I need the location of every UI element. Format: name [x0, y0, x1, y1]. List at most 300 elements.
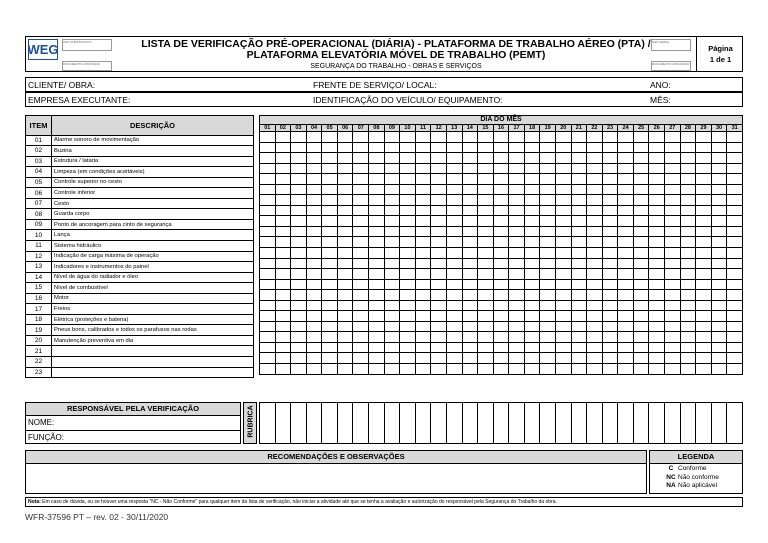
check-cell[interactable]: [540, 153, 556, 164]
check-cell[interactable]: [306, 290, 322, 301]
check-cell[interactable]: [711, 153, 727, 164]
check-cell[interactable]: [711, 163, 727, 174]
check-cell[interactable]: [711, 342, 727, 353]
check-cell[interactable]: [478, 342, 494, 353]
check-cell[interactable]: [649, 226, 665, 237]
check-cell[interactable]: [696, 153, 712, 164]
check-cell[interactable]: [618, 205, 634, 216]
check-cell[interactable]: [462, 342, 478, 353]
check-cell[interactable]: [369, 248, 385, 259]
check-cell[interactable]: [275, 205, 291, 216]
check-cell[interactable]: [369, 195, 385, 206]
check-cell[interactable]: [633, 237, 649, 248]
check-cell[interactable]: [478, 269, 494, 280]
check-cell[interactable]: [275, 353, 291, 364]
check-cell[interactable]: [369, 300, 385, 311]
check-cell[interactable]: [540, 290, 556, 301]
check-cell[interactable]: [478, 300, 494, 311]
check-cell[interactable]: [602, 332, 618, 343]
check-cell[interactable]: [680, 153, 696, 164]
rubrica-cell[interactable]: [571, 403, 587, 444]
check-cell[interactable]: [369, 342, 385, 353]
check-cell[interactable]: [649, 364, 665, 375]
check-cell[interactable]: [540, 311, 556, 322]
check-cell[interactable]: [587, 153, 603, 164]
check-cell[interactable]: [665, 132, 681, 143]
check-cell[interactable]: [727, 153, 743, 164]
check-cell[interactable]: [369, 163, 385, 174]
check-cell[interactable]: [540, 237, 556, 248]
check-cell[interactable]: [275, 248, 291, 259]
check-cell[interactable]: [509, 279, 525, 290]
check-cell[interactable]: [711, 258, 727, 269]
check-cell[interactable]: [431, 248, 447, 259]
check-cell[interactable]: [587, 184, 603, 195]
check-cell[interactable]: [400, 153, 416, 164]
check-cell[interactable]: [478, 364, 494, 375]
check-cell[interactable]: [649, 205, 665, 216]
check-cell[interactable]: [524, 364, 540, 375]
check-cell[interactable]: [555, 226, 571, 237]
check-cell[interactable]: [415, 300, 431, 311]
check-cell[interactable]: [602, 226, 618, 237]
rubrica-cell[interactable]: [509, 403, 525, 444]
check-cell[interactable]: [260, 237, 276, 248]
rubrica-cell[interactable]: [633, 403, 649, 444]
check-cell[interactable]: [322, 279, 338, 290]
check-cell[interactable]: [571, 290, 587, 301]
check-cell[interactable]: [665, 258, 681, 269]
check-cell[interactable]: [431, 353, 447, 364]
check-cell[interactable]: [431, 132, 447, 143]
check-cell[interactable]: [524, 342, 540, 353]
check-cell[interactable]: [540, 195, 556, 206]
check-cell[interactable]: [462, 205, 478, 216]
check-cell[interactable]: [509, 226, 525, 237]
check-cell[interactable]: [431, 195, 447, 206]
check-cell[interactable]: [711, 237, 727, 248]
check-cell[interactable]: [665, 290, 681, 301]
check-cell[interactable]: [353, 142, 369, 153]
check-cell[interactable]: [337, 269, 353, 280]
check-cell[interactable]: [524, 311, 540, 322]
check-cell[interactable]: [509, 364, 525, 375]
check-cell[interactable]: [275, 269, 291, 280]
check-cell[interactable]: [618, 195, 634, 206]
check-cell[interactable]: [587, 132, 603, 143]
check-cell[interactable]: [665, 184, 681, 195]
check-cell[interactable]: [711, 311, 727, 322]
check-cell[interactable]: [369, 279, 385, 290]
check-cell[interactable]: [633, 142, 649, 153]
check-cell[interactable]: [696, 237, 712, 248]
check-cell[interactable]: [618, 311, 634, 322]
check-cell[interactable]: [431, 237, 447, 248]
check-cell[interactable]: [431, 142, 447, 153]
check-cell[interactable]: [446, 321, 462, 332]
check-cell[interactable]: [260, 153, 276, 164]
check-cell[interactable]: [431, 216, 447, 227]
check-cell[interactable]: [431, 290, 447, 301]
check-cell[interactable]: [665, 300, 681, 311]
check-cell[interactable]: [291, 205, 307, 216]
check-cell[interactable]: [431, 364, 447, 375]
check-cell[interactable]: [353, 216, 369, 227]
check-cell[interactable]: [446, 174, 462, 185]
check-cell[interactable]: [633, 269, 649, 280]
check-cell[interactable]: [711, 216, 727, 227]
check-cell[interactable]: [493, 311, 509, 322]
check-cell[interactable]: [431, 332, 447, 343]
check-cell[interactable]: [306, 342, 322, 353]
check-cell[interactable]: [353, 342, 369, 353]
check-cell[interactable]: [696, 353, 712, 364]
check-cell[interactable]: [571, 205, 587, 216]
check-cell[interactable]: [618, 163, 634, 174]
check-cell[interactable]: [618, 364, 634, 375]
check-cell[interactable]: [587, 353, 603, 364]
check-cell[interactable]: [384, 321, 400, 332]
check-cell[interactable]: [618, 279, 634, 290]
check-cell[interactable]: [462, 153, 478, 164]
check-cell[interactable]: [649, 269, 665, 280]
check-cell[interactable]: [260, 142, 276, 153]
check-cell[interactable]: [400, 142, 416, 153]
check-cell[interactable]: [415, 153, 431, 164]
check-cell[interactable]: [571, 132, 587, 143]
recomendacoes-area[interactable]: [26, 464, 646, 494]
check-cell[interactable]: [384, 132, 400, 143]
check-cell[interactable]: [493, 279, 509, 290]
check-cell[interactable]: [337, 353, 353, 364]
check-cell[interactable]: [306, 142, 322, 153]
check-cell[interactable]: [462, 184, 478, 195]
check-cell[interactable]: [696, 300, 712, 311]
check-cell[interactable]: [275, 237, 291, 248]
check-cell[interactable]: [493, 353, 509, 364]
check-cell[interactable]: [587, 195, 603, 206]
check-cell[interactable]: [587, 332, 603, 343]
check-cell[interactable]: [649, 237, 665, 248]
check-cell[interactable]: [415, 142, 431, 153]
check-cell[interactable]: [384, 226, 400, 237]
check-cell[interactable]: [649, 142, 665, 153]
check-cell[interactable]: [446, 195, 462, 206]
check-cell[interactable]: [711, 195, 727, 206]
check-cell[interactable]: [415, 205, 431, 216]
check-cell[interactable]: [337, 258, 353, 269]
check-cell[interactable]: [618, 226, 634, 237]
check-cell[interactable]: [665, 311, 681, 322]
check-cell[interactable]: [337, 216, 353, 227]
check-cell[interactable]: [400, 163, 416, 174]
check-cell[interactable]: [727, 174, 743, 185]
check-cell[interactable]: [400, 248, 416, 259]
check-cell[interactable]: [618, 321, 634, 332]
check-cell[interactable]: [555, 195, 571, 206]
check-cell[interactable]: [555, 279, 571, 290]
check-cell[interactable]: [260, 300, 276, 311]
check-cell[interactable]: [415, 258, 431, 269]
check-cell[interactable]: [462, 300, 478, 311]
check-cell[interactable]: [260, 311, 276, 322]
check-cell[interactable]: [446, 300, 462, 311]
check-cell[interactable]: [618, 342, 634, 353]
nome-field[interactable]: NOME:: [26, 416, 240, 431]
check-cell[interactable]: [555, 332, 571, 343]
check-cell[interactable]: [260, 248, 276, 259]
check-cell[interactable]: [602, 311, 618, 322]
check-cell[interactable]: [400, 269, 416, 280]
check-cell[interactable]: [711, 205, 727, 216]
check-cell[interactable]: [291, 300, 307, 311]
check-cell[interactable]: [353, 279, 369, 290]
check-cell[interactable]: [384, 353, 400, 364]
check-cell[interactable]: [524, 163, 540, 174]
check-cell[interactable]: [602, 237, 618, 248]
check-cell[interactable]: [415, 364, 431, 375]
check-cell[interactable]: [478, 353, 494, 364]
check-cell[interactable]: [493, 216, 509, 227]
check-cell[interactable]: [509, 353, 525, 364]
check-cell[interactable]: [618, 132, 634, 143]
check-cell[interactable]: [275, 216, 291, 227]
cliente-field[interactable]: CLIENTE/ OBRA:: [28, 80, 96, 90]
check-cell[interactable]: [618, 184, 634, 195]
check-cell[interactable]: [478, 216, 494, 227]
check-cell[interactable]: [524, 226, 540, 237]
check-cell[interactable]: [446, 132, 462, 143]
check-cell[interactable]: [509, 300, 525, 311]
rubrica-cell[interactable]: [478, 403, 494, 444]
check-cell[interactable]: [306, 153, 322, 164]
check-cell[interactable]: [633, 342, 649, 353]
check-cell[interactable]: [462, 279, 478, 290]
check-cell[interactable]: [322, 290, 338, 301]
check-cell[interactable]: [649, 248, 665, 259]
check-cell[interactable]: [571, 237, 587, 248]
check-cell[interactable]: [649, 332, 665, 343]
check-cell[interactable]: [431, 174, 447, 185]
check-cell[interactable]: [446, 205, 462, 216]
check-cell[interactable]: [446, 311, 462, 322]
check-cell[interactable]: [384, 174, 400, 185]
check-cell[interactable]: [509, 269, 525, 280]
check-cell[interactable]: [711, 290, 727, 301]
check-cell[interactable]: [462, 332, 478, 343]
rubrica-cell[interactable]: [727, 403, 743, 444]
check-cell[interactable]: [369, 153, 385, 164]
check-cell[interactable]: [337, 174, 353, 185]
check-cell[interactable]: [555, 237, 571, 248]
check-cell[interactable]: [524, 248, 540, 259]
check-cell[interactable]: [353, 195, 369, 206]
check-cell[interactable]: [306, 353, 322, 364]
check-cell[interactable]: [602, 163, 618, 174]
check-cell[interactable]: [337, 321, 353, 332]
check-cell[interactable]: [727, 300, 743, 311]
rubrica-cell[interactable]: [524, 403, 540, 444]
check-cell[interactable]: [493, 290, 509, 301]
check-cell[interactable]: [571, 332, 587, 343]
check-cell[interactable]: [291, 237, 307, 248]
check-cell[interactable]: [322, 163, 338, 174]
check-cell[interactable]: [353, 290, 369, 301]
check-cell[interactable]: [587, 311, 603, 322]
check-cell[interactable]: [618, 153, 634, 164]
check-cell[interactable]: [680, 300, 696, 311]
check-cell[interactable]: [680, 321, 696, 332]
check-cell[interactable]: [680, 269, 696, 280]
check-cell[interactable]: [260, 258, 276, 269]
check-cell[interactable]: [680, 342, 696, 353]
check-cell[interactable]: [711, 184, 727, 195]
check-cell[interactable]: [665, 163, 681, 174]
check-cell[interactable]: [400, 279, 416, 290]
check-cell[interactable]: [306, 174, 322, 185]
check-cell[interactable]: [291, 195, 307, 206]
check-cell[interactable]: [478, 184, 494, 195]
check-cell[interactable]: [415, 226, 431, 237]
check-cell[interactable]: [602, 364, 618, 375]
check-cell[interactable]: [680, 290, 696, 301]
check-cell[interactable]: [260, 132, 276, 143]
check-cell[interactable]: [384, 311, 400, 322]
check-cell[interactable]: [275, 321, 291, 332]
check-cell[interactable]: [696, 248, 712, 259]
check-cell[interactable]: [353, 364, 369, 375]
check-cell[interactable]: [337, 237, 353, 248]
check-cell[interactable]: [571, 300, 587, 311]
check-cell[interactable]: [446, 184, 462, 195]
rubrica-cell[interactable]: [384, 403, 400, 444]
check-cell[interactable]: [306, 258, 322, 269]
check-cell[interactable]: [260, 184, 276, 195]
check-cell[interactable]: [306, 132, 322, 143]
check-cell[interactable]: [587, 237, 603, 248]
check-cell[interactable]: [275, 184, 291, 195]
check-cell[interactable]: [633, 300, 649, 311]
check-cell[interactable]: [446, 163, 462, 174]
check-cell[interactable]: [291, 279, 307, 290]
check-cell[interactable]: [602, 174, 618, 185]
check-cell[interactable]: [384, 216, 400, 227]
check-cell[interactable]: [431, 269, 447, 280]
check-cell[interactable]: [571, 195, 587, 206]
check-cell[interactable]: [602, 300, 618, 311]
check-cell[interactable]: [462, 226, 478, 237]
check-cell[interactable]: [478, 311, 494, 322]
check-cell[interactable]: [275, 311, 291, 322]
check-cell[interactable]: [369, 364, 385, 375]
check-cell[interactable]: [696, 290, 712, 301]
check-cell[interactable]: [291, 258, 307, 269]
check-cell[interactable]: [478, 153, 494, 164]
check-cell[interactable]: [540, 174, 556, 185]
check-cell[interactable]: [400, 332, 416, 343]
check-cell[interactable]: [275, 174, 291, 185]
check-cell[interactable]: [446, 226, 462, 237]
check-cell[interactable]: [462, 174, 478, 185]
check-cell[interactable]: [649, 353, 665, 364]
check-cell[interactable]: [602, 184, 618, 195]
check-cell[interactable]: [555, 205, 571, 216]
check-cell[interactable]: [493, 258, 509, 269]
check-cell[interactable]: [602, 195, 618, 206]
check-cell[interactable]: [493, 226, 509, 237]
check-cell[interactable]: [462, 163, 478, 174]
check-cell[interactable]: [291, 142, 307, 153]
check-cell[interactable]: [649, 258, 665, 269]
check-cell[interactable]: [555, 311, 571, 322]
check-cell[interactable]: [400, 132, 416, 143]
check-cell[interactable]: [493, 237, 509, 248]
check-cell[interactable]: [306, 279, 322, 290]
check-cell[interactable]: [727, 321, 743, 332]
check-cell[interactable]: [711, 353, 727, 364]
check-cell[interactable]: [727, 364, 743, 375]
rubrica-cell[interactable]: [493, 403, 509, 444]
check-cell[interactable]: [400, 226, 416, 237]
check-cell[interactable]: [618, 290, 634, 301]
check-cell[interactable]: [540, 216, 556, 227]
check-cell[interactable]: [462, 132, 478, 143]
check-cell[interactable]: [306, 184, 322, 195]
check-cell[interactable]: [509, 290, 525, 301]
check-cell[interactable]: [696, 269, 712, 280]
check-cell[interactable]: [555, 300, 571, 311]
check-cell[interactable]: [633, 174, 649, 185]
check-cell[interactable]: [727, 195, 743, 206]
check-cell[interactable]: [680, 184, 696, 195]
check-cell[interactable]: [711, 174, 727, 185]
check-cell[interactable]: [275, 364, 291, 375]
check-cell[interactable]: [431, 163, 447, 174]
check-cell[interactable]: [602, 132, 618, 143]
check-cell[interactable]: [524, 132, 540, 143]
check-cell[interactable]: [587, 364, 603, 375]
check-cell[interactable]: [665, 364, 681, 375]
check-cell[interactable]: [633, 353, 649, 364]
check-cell[interactable]: [524, 184, 540, 195]
check-cell[interactable]: [493, 342, 509, 353]
check-cell[interactable]: [369, 226, 385, 237]
check-cell[interactable]: [618, 353, 634, 364]
check-cell[interactable]: [509, 163, 525, 174]
check-cell[interactable]: [587, 174, 603, 185]
check-cell[interactable]: [337, 300, 353, 311]
check-cell[interactable]: [275, 332, 291, 343]
check-cell[interactable]: [587, 321, 603, 332]
check-cell[interactable]: [446, 290, 462, 301]
check-cell[interactable]: [540, 332, 556, 343]
check-cell[interactable]: [415, 216, 431, 227]
check-cell[interactable]: [291, 163, 307, 174]
check-cell[interactable]: [400, 342, 416, 353]
check-cell[interactable]: [400, 216, 416, 227]
check-cell[interactable]: [555, 153, 571, 164]
check-cell[interactable]: [665, 237, 681, 248]
check-cell[interactable]: [322, 332, 338, 343]
check-cell[interactable]: [260, 216, 276, 227]
check-cell[interactable]: [322, 195, 338, 206]
check-cell[interactable]: [524, 237, 540, 248]
check-cell[interactable]: [384, 195, 400, 206]
check-cell[interactable]: [665, 216, 681, 227]
check-cell[interactable]: [509, 205, 525, 216]
check-cell[interactable]: [275, 290, 291, 301]
check-cell[interactable]: [306, 321, 322, 332]
